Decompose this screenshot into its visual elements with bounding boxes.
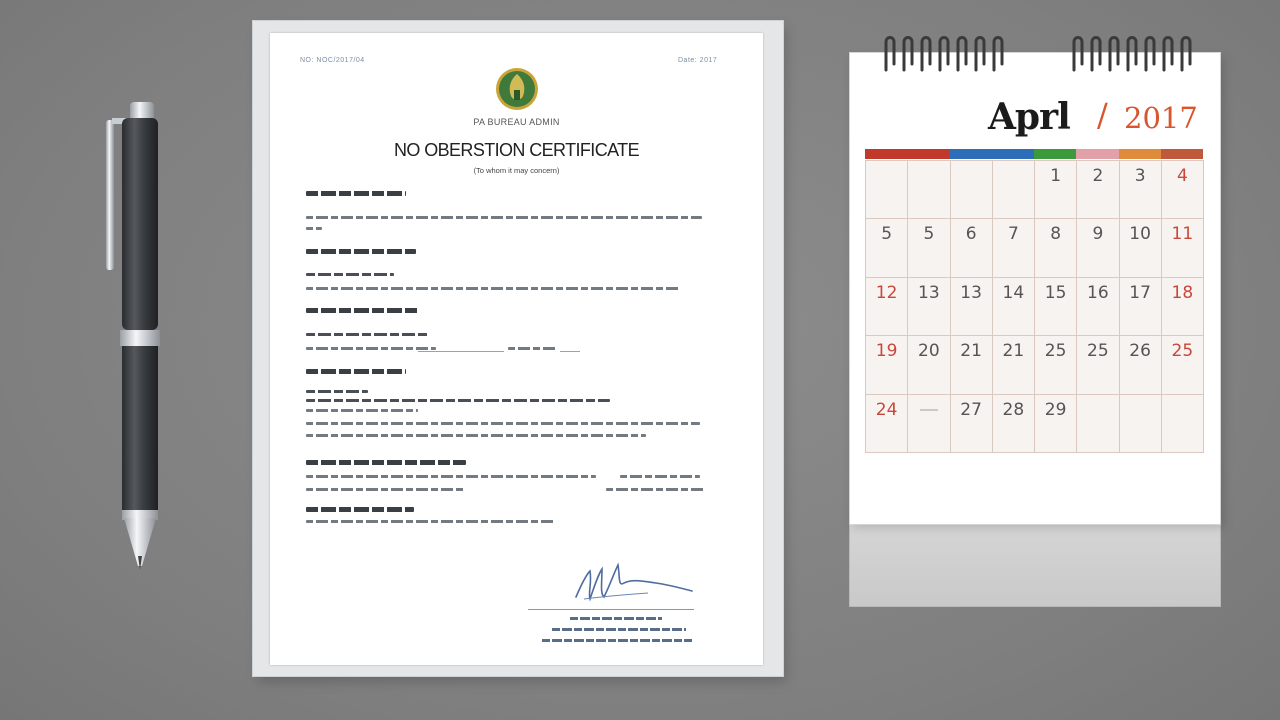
binding-ring [904,38,912,71]
section-heading [306,191,406,196]
text-line [508,347,558,350]
spiral-binding-icon [878,34,1198,74]
binding-ring [958,38,966,71]
calendar-day-cell [993,161,1035,219]
reference-date: Date: 2017 [678,57,718,64]
calendar-grid [865,160,1204,453]
text-line [306,347,436,350]
weekday-header-cell [1076,149,1118,159]
page-title: NO OBERSTION CERTIFICATE [394,140,639,160]
reference-number: NO: NOC/2017/04 [300,57,365,64]
section-heading [306,249,416,254]
binding-ring [976,38,984,71]
calendar-day-cell: 7 [993,219,1035,277]
calendar-year: 2017 [1124,101,1198,135]
calendar-month: Aprl [988,96,1070,138]
calendar-day-cell: 21 [951,336,993,394]
section-heading [306,369,406,374]
binding-ring [1164,38,1172,71]
binding-ring [1074,38,1082,71]
pen-icon [0,0,200,600]
calendar-day-cell: 8 [1035,219,1077,277]
calendar-day-cell: 1 [1035,161,1077,219]
seal-emblem-icon [494,66,540,112]
calendar-day-cell [1120,395,1162,453]
binding-ring [922,38,930,71]
calendar-day-cell: 14 [993,278,1035,336]
calendar-day-cell [908,395,950,453]
calendar-separator: / [1097,96,1108,134]
calendar-day-cell [951,161,993,219]
calendar-day-cell: 20 [908,336,950,394]
calendar-day-cell: 12 [866,278,908,336]
weekday-header-cell [950,149,992,159]
text-line [306,216,702,219]
calendar-day-cell: 28 [993,395,1035,453]
calendar-day-cell: 3 [1120,161,1162,219]
calendar-day-cell [866,161,908,219]
calendar-day-cell: 26 [1120,336,1162,394]
calendar-day-cell: 15 [1035,278,1077,336]
calendar-day-cell: 5 [908,219,950,277]
calendar-day-cell: 27 [951,395,993,453]
text-line [306,399,610,402]
binding-ring [1146,38,1154,71]
certificate-document [270,33,763,665]
binding-ring [886,38,894,71]
binding-ring [1128,38,1136,71]
weekday-header-cell [1034,149,1076,159]
section-heading [306,308,418,313]
calendar-day-cell: 4 [1162,161,1204,219]
calendar-day-cell: 2 [1077,161,1119,219]
text-line [306,333,430,336]
organization-name: PA BUREAU ADMIN [473,117,560,127]
calendar-day-cell: 6 [951,219,993,277]
text-line [306,422,700,425]
text-line [306,488,466,491]
text-line [306,520,556,523]
calendar-weekday-header [865,149,1203,159]
calendar-day-cell: 13 [951,278,993,336]
text-line [306,409,418,412]
text-line [306,273,394,276]
signature-line [528,609,694,610]
calendar-day-cell: 10 [1120,219,1162,277]
weekday-header-cell [865,149,907,159]
fill-in-blank [560,351,580,352]
calendar-day-cell [908,161,950,219]
weekday-header-cell [1161,149,1203,159]
weekday-header-cell [992,149,1034,159]
signatory-name [570,617,662,620]
calendar-day-cell: 29 [1035,395,1077,453]
binding-ring [1092,38,1100,71]
section-heading [306,460,466,465]
binding-ring [1182,38,1190,71]
document-subtitle: (To whom it may concern) [473,166,560,175]
calendar-day-cell: 5 [866,219,908,277]
calendar-day-cell: 24 [866,395,908,453]
weekday-header-cell [907,149,949,159]
text-line [306,475,596,478]
calendar-day-cell: 25 [1035,336,1077,394]
calendar-day-cell: 17 [1120,278,1162,336]
calendar-day-cell: 19 [866,336,908,394]
calendar-day-cell: 9 [1077,219,1119,277]
text-line [306,227,322,230]
binding-ring [1110,38,1118,71]
section-heading [306,507,414,512]
calendar-day-cell [1162,395,1204,453]
text-line [306,434,646,437]
calendar-day-cell: 13 [908,278,950,336]
binding-ring [994,38,1002,71]
signatory-designation [552,628,686,631]
calendar-day-cell: 16 [1077,278,1119,336]
binding-ring [940,38,948,71]
calendar-day-cell [1077,395,1119,453]
calendar-day-cell: 21 [993,336,1035,394]
weekday-header-cell [1119,149,1161,159]
signatory-office [542,639,692,642]
text-line [306,390,368,393]
text-line [306,287,680,290]
fill-in-blank [418,351,504,352]
calendar-day-cell: 25 [1162,336,1204,394]
text-line [606,488,706,491]
calendar-day-cell: 25 [1077,336,1119,394]
signature-scribble-icon [560,553,700,613]
calendar-day-cell: 18 [1162,278,1204,336]
text-line [620,475,700,478]
calendar-day-cell: 11 [1162,219,1204,277]
